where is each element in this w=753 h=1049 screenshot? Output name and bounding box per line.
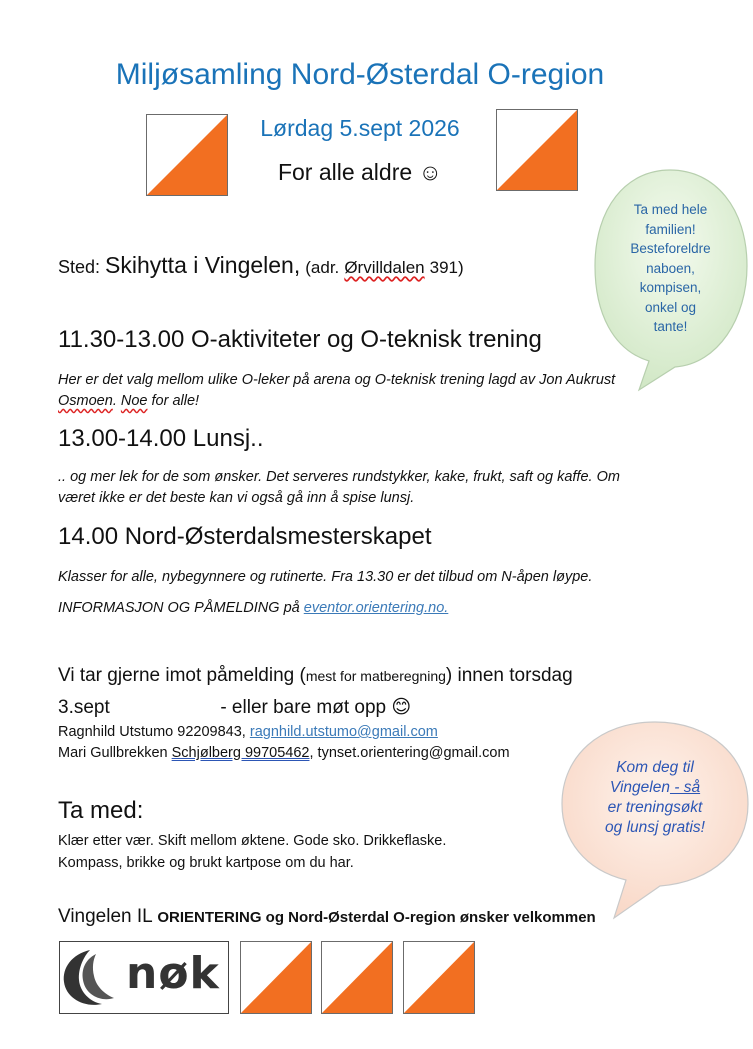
orienteering-flag-icon: [321, 941, 393, 1014]
page-title: Miljøsamling Nord-Østerdal O-region: [115, 58, 605, 91]
section-text-championship: Klasser for alle, nybegynnere og rutinerte. Fra 13.30 er det tilbud om N-åpen løype.: [58, 569, 593, 585]
audience-line: For alle aldre ☺: [277, 159, 443, 185]
smile-emoji-icon: 😊: [391, 697, 412, 718]
family-speech-bubble: [593, 168, 748, 368]
contact-email-link[interactable]: ragnhild.utstumo@gmail.com: [249, 724, 438, 740]
section-text-activities: Her er det valg mellom ulike O-leker på arena og O-teknisk trening lagd av Jon Aukrust Osmoen. Noe for alle!: [58, 372, 616, 409]
registration-line-1: Vi tar gjerne imot påmelding (mest for matberegning) innen torsdag: [58, 665, 573, 686]
eventor-link[interactable]: eventor.orientering.no.: [303, 600, 449, 616]
orienteering-flag-icon: [403, 941, 475, 1014]
venue-addr-rest: 391): [429, 258, 464, 277]
orienteering-flag-icon: [240, 941, 312, 1014]
section-heading-activities: 11.30-13.00 O-aktiviteter og O-teknisk trening: [58, 326, 542, 353]
contact-ragnhild: Ragnhild Utstumo 92209843, ragnhild.utstumo@gmail.com: [58, 724, 438, 740]
family-bubble-text: Ta med hele familien! Besteforeldre naboen, kompisen, onkel og tante!: [630, 202, 711, 334]
venue-label: Sted:: [58, 257, 101, 277]
venue-street: Ørvilldalen: [344, 258, 425, 277]
section-heading-lunch: 13.00-14.00 Lunsj..: [58, 425, 264, 452]
section-text-lunch: .. og mer lek for de som ønsker. Det serveres rundstykker, kake, frukt, saft og kaffe. Om været ikke er det beste kan vi også gå inn å spise lunsj.: [58, 469, 620, 506]
venue-addr-open: (adr.: [305, 258, 340, 277]
venue-line: [58, 252, 464, 279]
info-line: INFORMASJON OG PÅMELDING på eventor.orientering.no.: [58, 600, 449, 616]
nok-logo: [59, 941, 229, 1014]
event-date: Lørdag 5.sept 2026: [260, 115, 460, 141]
bring-list: Klær etter vær. Skift mellom øktene. Gode sko. Drikkeflaske. Kompass, brikke og brukt kartpose om du har.: [58, 833, 447, 871]
free-training-speech-bubble: [560, 720, 750, 920]
footer-welcome: Vingelen IL ORIENTERING og Nord-Østerdal O-region ønsker velkommen: [58, 906, 596, 927]
nok-logo-text: nøk: [126, 948, 220, 999]
contact-mari: Mari Gullbrekken Schjølberg 99705462, tynset.orientering@gmail.com: [58, 745, 510, 761]
venue-name: Skihytta i Vingelen,: [105, 252, 301, 278]
section-heading-championship: 14.00 Nord-Østerdalsmesterskapet: [58, 523, 432, 550]
free-bubble-text: Kom deg til Vingelen - så er treningsøkt og lunsj gratis!: [605, 759, 705, 836]
registration-line-2: 3.sept - eller bare møt opp 😊: [58, 697, 412, 718]
bring-heading: Ta med:: [58, 797, 144, 824]
